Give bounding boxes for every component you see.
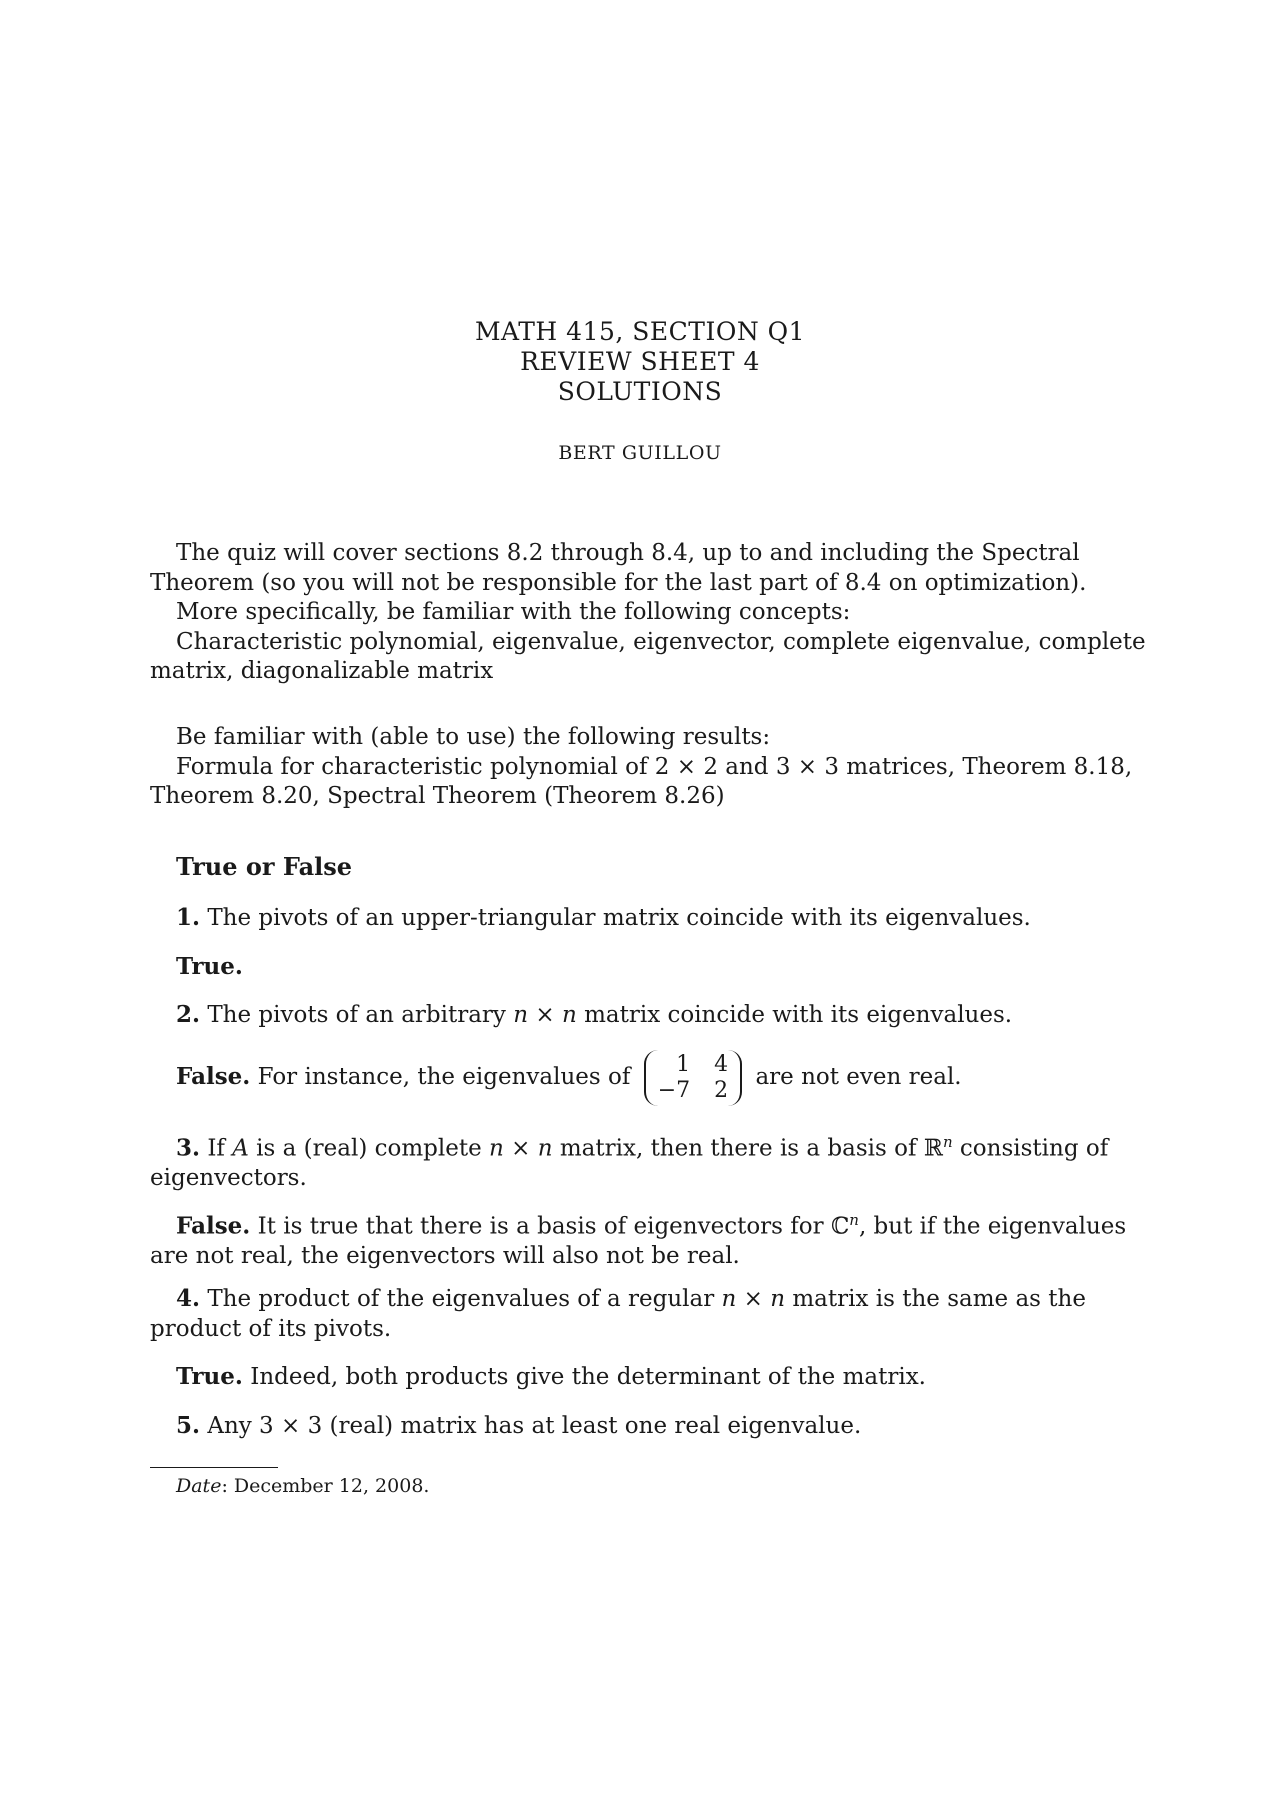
superscript: n (942, 1133, 953, 1151)
document-title (0, 317, 1280, 407)
answer-text-pre: It is true that there is a basis of eigenvectors for ℂ (257, 1213, 850, 1240)
question-number: 4. (176, 1285, 201, 1312)
question-text-mid: is a (real) complete (248, 1135, 490, 1162)
question-text-post: consisting of eigenvectors. (150, 1135, 1109, 1192)
question-3 (150, 1128, 1150, 1194)
results-block (150, 723, 1150, 812)
question-number: 3. (176, 1134, 201, 1162)
math-var: n × n (721, 1286, 786, 1312)
question-text-pre: The pivots of an arbitrary (207, 1002, 514, 1028)
math-var: n × n (489, 1135, 553, 1162)
answer-verdict: True. (176, 953, 243, 980)
left-paren (644, 1050, 658, 1106)
answer-text-post: , but if the eigenvalues are not real, the eigenvectors will also not be real. (150, 1213, 1127, 1270)
question-text-post: matrix coincide with its eigenvalues. (576, 1002, 1013, 1028)
answer-text-post: are not even real. (755, 1064, 962, 1090)
answer-text-pre: For instance, the eigenvalues of (257, 1064, 631, 1090)
intro-block (150, 539, 1150, 687)
math-var: A (232, 1135, 249, 1162)
answer-verdict: False. (176, 1212, 251, 1240)
matrix-entry: −7 (657, 1078, 691, 1103)
intro-paragraph-3: Characteristic polynomial, eigenvalue, eigenvector, complete eigenvalue, complete matrix, diagonalizable matrix (150, 628, 1146, 684)
superscript: n (849, 1211, 859, 1229)
question-1 (150, 903, 1150, 934)
answer-text: Indeed, both products give the determinant of the matrix. (250, 1364, 926, 1390)
answer-3 (150, 1206, 1150, 1272)
title-line-2: REVIEW SHEET 4 (520, 347, 760, 376)
intro-paragraph-5: Formula for characteristic polynomial of 2 × 2 and 3 × 3 matrices, Theorem 8.18, Theorem 8.20, Spectral Theorem (Theorem 8.26) (150, 753, 1133, 809)
intro-paragraph-4: Be familiar with (able to use) the following results: (176, 724, 771, 750)
footnote-text: : December 12, 2008. (221, 1475, 430, 1497)
footnote-rule (150, 1467, 278, 1468)
matrix (644, 1050, 742, 1106)
title-line-1: MATH 415, SECTION Q1 (474, 317, 806, 346)
title-line-3: SOLUTIONS (557, 377, 723, 406)
answer-2 (150, 1050, 1150, 1106)
question-number: 2. (176, 1001, 201, 1028)
question-number: 1. (176, 904, 201, 931)
footnote-label: Date (176, 1475, 222, 1497)
footnote (176, 1475, 429, 1497)
intro-paragraph-1: The quiz will cover sections 8.2 through 8.4, up to and including the Spectral Theorem (so you will not be responsible for the last part of 8.4 on optimization). (150, 540, 1087, 596)
question-4 (150, 1284, 1150, 1344)
answer-1 (150, 952, 1150, 983)
right-paren (728, 1050, 742, 1106)
matrix-entry: 2 (714, 1078, 729, 1103)
section-heading: True or False (176, 852, 353, 881)
question-text-mid2: matrix, then there is a basis of ℝ (552, 1135, 943, 1162)
intro-paragraph-2: More specifically, be familiar with the following concepts: (176, 599, 851, 625)
question-text: Any 3 × 3 (real) matrix has at least one real eigenvalue. (207, 1413, 862, 1439)
question-text-pre: If (207, 1135, 233, 1162)
question-5 (150, 1411, 1150, 1442)
answer-verdict: True. (176, 1363, 243, 1390)
matrix-entry: 4 (714, 1052, 729, 1077)
answer-4 (150, 1362, 1150, 1393)
question-text-post: matrix is the same as the product of its pivots. (150, 1286, 1086, 1342)
author-name: BERT GUILLOU (558, 442, 722, 464)
question-2 (150, 1000, 1150, 1031)
question-text: The pivots of an upper-triangular matrix coincide with its eigenvalues. (207, 905, 1031, 931)
math-var: n × n (513, 1002, 577, 1028)
question-text-pre: The product of the eigenvalues of a regular (207, 1286, 722, 1312)
matrix-entry: 1 (676, 1052, 691, 1077)
answer-verdict: False. (176, 1063, 251, 1090)
question-number: 5. (176, 1412, 201, 1439)
